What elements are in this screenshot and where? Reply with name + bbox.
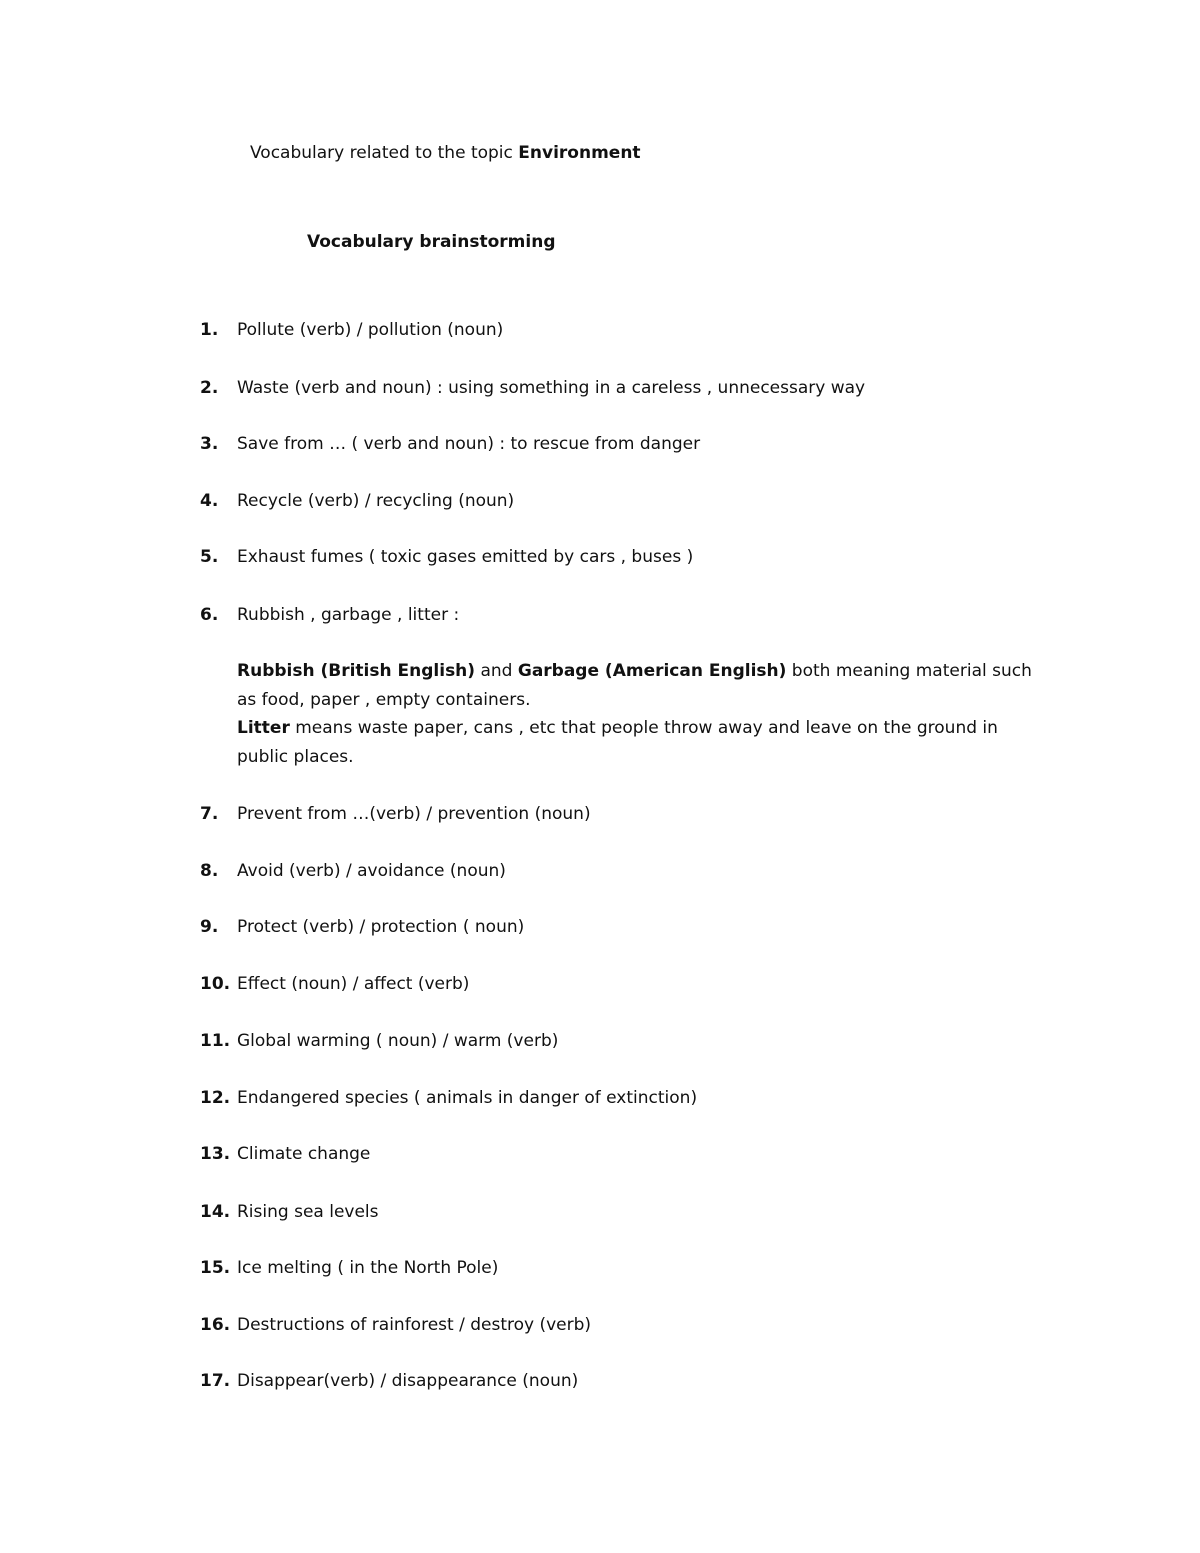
list-item-text: Protect (verb) / protection ( noun) bbox=[237, 917, 525, 937]
title-prefix: Vocabulary related to the topic bbox=[250, 143, 513, 163]
list-item-text: Ice melting ( in the North Pole) bbox=[237, 1258, 499, 1278]
list-item-number: 11. bbox=[200, 1031, 231, 1051]
list-item-text: Disappear(verb) / disappearance (noun) bbox=[237, 1371, 579, 1391]
garbage-term: Garbage (American English) bbox=[517, 661, 787, 681]
list-item-number: 5. bbox=[200, 547, 219, 567]
list-item-text: Rubbish , garbage , litter : bbox=[237, 605, 460, 625]
list-item-text: Prevent from …(verb) / prevention (noun) bbox=[237, 804, 591, 824]
list-item-number: 10. bbox=[200, 974, 231, 994]
list-item-number: 7. bbox=[200, 804, 219, 824]
rubbish-definition: both meaning material such as food, paper , empty containers. bbox=[237, 661, 1032, 710]
list-item-text: Endangered species ( animals in danger of extinction) bbox=[237, 1088, 698, 1108]
rubbish-term: Rubbish (British English) bbox=[237, 661, 476, 681]
list-item-text: Destructions of rainforest / destroy (verb) bbox=[237, 1315, 592, 1335]
list-item-number: 17. bbox=[200, 1371, 231, 1391]
list-item-text: Rising sea levels bbox=[237, 1202, 379, 1222]
list-item-number: 15. bbox=[200, 1258, 231, 1278]
list-item-text: Recycle (verb) / recycling (noun) bbox=[237, 491, 515, 511]
list-item-text: Avoid (verb) / avoidance (noun) bbox=[237, 861, 506, 881]
list-item-number: 12. bbox=[200, 1088, 231, 1108]
page-title bbox=[250, 140, 641, 166]
list-item-number: 14. bbox=[200, 1202, 231, 1222]
list-item-number: 8. bbox=[200, 861, 219, 881]
list-item-text: Global warming ( noun) / warm (verb) bbox=[237, 1031, 559, 1051]
rubbish-garbage-definition bbox=[237, 657, 1037, 714]
list-item-text: Pollute (verb) / pollution (noun) bbox=[237, 320, 504, 340]
list-item-text: Climate change bbox=[237, 1144, 371, 1164]
list-item-number: 16. bbox=[200, 1315, 231, 1335]
list-item-number: 4. bbox=[200, 491, 219, 511]
list-item-text: Waste (verb and noun) : using something in a careless , unnecessary way bbox=[237, 378, 866, 398]
list-item-number: 1. bbox=[200, 320, 219, 340]
list-item-text: Effect (noun) / affect (verb) bbox=[237, 974, 470, 994]
list-item-number: 9. bbox=[200, 917, 219, 937]
list-item-number: 3. bbox=[200, 434, 219, 454]
litter-term: Litter bbox=[237, 718, 290, 738]
list-item-text: Exhaust fumes ( toxic gases emitted by cars , buses ) bbox=[237, 547, 694, 567]
list-item-number: 2. bbox=[200, 378, 219, 398]
section-heading: Vocabulary brainstorming bbox=[307, 232, 556, 252]
litter-definition bbox=[237, 714, 1037, 771]
title-topic: Environment bbox=[518, 143, 641, 163]
and-word: and bbox=[475, 661, 518, 681]
list-item-number: 6. bbox=[200, 605, 219, 625]
litter-definition-text: means waste paper, cans , etc that people throw away and leave on the ground in public places. bbox=[237, 718, 998, 767]
list-item-number: 13. bbox=[200, 1144, 231, 1164]
list-item-text: Save from … ( verb and noun) : to rescue from danger bbox=[237, 434, 701, 454]
item-explanation bbox=[237, 657, 1037, 771]
